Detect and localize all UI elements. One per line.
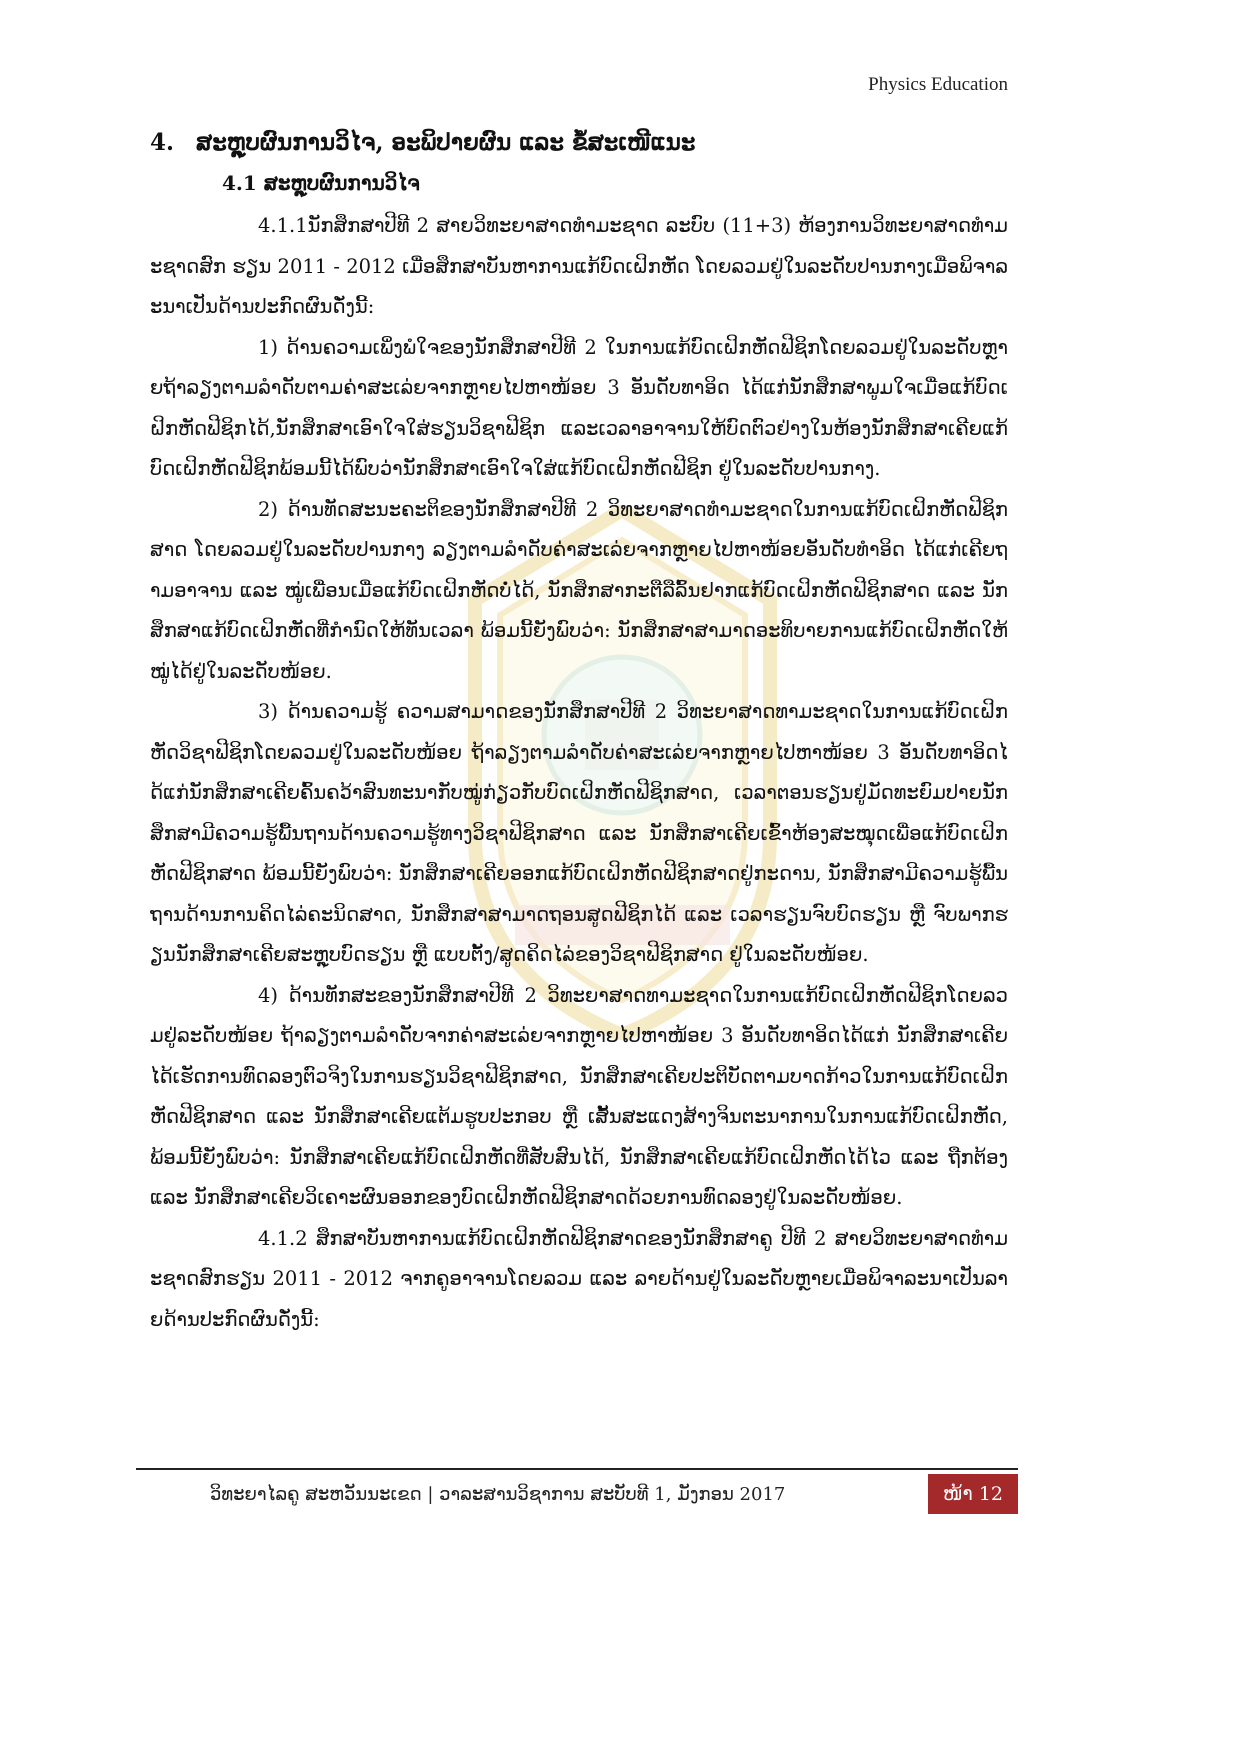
footer-divider	[136, 1468, 1018, 1470]
paragraph-4-1-1: 4.1.1ນັກສຶກສາປີທີ 2 ສາຍວິທະຍາສາດທຳມະຊາດ ລະບົບ (11+3) ຫ້ອງການວິທະຍາສາດທຳມະຊາດສົກ ຮຽນ 2011 - 2012 ເມື່ອສຶກສາບັນຫາການແກ້ບົດເຝິກຫັດ ໂດຍລວມຢູ່ໃນລະດັບປານກາງເມື່ອພິຈາລະນາເປັນດ້ານປະກົດຜົນດັ່ງນີ້:	[150, 214, 1008, 318]
paragraph-item-2: 2) ດ້ານທັດສະນະຄະຕິຂອງນັກສຶກສາປີທີ 2 ວິທະຍາສາດທຳມະຊາດໃນການແກ້ບົດເຝິກຫັດຟີຊິກສາດ ໂດຍລວມຢູ່ໃນລະດັບປານກາງ ລຽງຕາມລຳດັບຄ່າສະເລ່ຍຈາກຫຼາຍໄປຫາໜ້ອຍອັນດັບທຳອິດ ໄດ້ແກ່ເຄີຍຖາມອາຈານ ແລະ ໝູ່ເພື່ອນເມື່ອແກ້ບົດເຝິກຫັດບໍ່ໄດ້, ນັກສຶກສາກະຕືລືລົ້ນຢາກແກ້ບົດເຝິກຫັດຟີຊິກສາດ ແລະ ນັກສຶກສາແກ້ບົດເຝິກຫັດທີ່ກຳນົດໃຫ້ທັນເວລາ ພ້ອມນີ້ຍັງພົບວ່າ: ນັກສຶກສາສາມາດອະທິບາຍການແກ້ບົດເຝິກຫັດໃຫ້ໝູ່ໄດ້ຢູ່ໃນລະດັບໜ້ອຍ.	[150, 497, 1008, 683]
document-body	[150, 122, 1008, 1340]
section-heading	[150, 122, 1008, 164]
section-title: ສະຫຼຸບຜົນການວິໄຈ, ອະພິປາຍຜົນ ແລະ ຂໍ້ສະເໜີແນະ	[196, 129, 696, 156]
subsection-heading: 4.1 ສະຫຼຸບຜົນການວິໄຈ	[222, 171, 420, 195]
running-header: Physics Education	[868, 74, 1008, 95]
paragraph-item-3: 3) ດ້ານຄວາມຮູ້ ຄວາມສາມາດຂອງນັກສຶກສາປີທີ 2 ວິທະຍາສາດທາມະຊາດໃນການແກ້ບົດເຝິກຫັດວິຊາຟີຊິກໂດຍລວມຢູ່ໃນລະດັບໜ້ອຍ ຖ້າລຽງຕາມລຳດັບຄ່າສະເລ່ຍຈາກຫຼາຍໄປຫາໜ້ອຍ 3 ອັນດັບທາອິດໄດ້ແກ່ນັກສຶກສາເຄີຍຄົ້ນຄວ້າສົນທະນາກັບໝູ່ກ່ຽວກັບບົດເຝິກຫັດຟີຊິກສາດ, ເວລາຕອນຮຽນຢູ່ມັດທະຍົມປາຍນັກສຶກສາມີຄວາມຮູ້ພື້ນຖານດ້ານຄວາມຮູ້ທາງວິຊາຟີຊິກສາດ ແລະ ນັກສຶກສາເຄີຍເຂົ້າຫ້ອງສະໝຸດເພື່ອແກ້ບົດເຝິກຫັດຟີຊິກສາດ ພ້ອມນີ້ຍັງພົບວ່າ: ນັກສຶກສາເຄີຍອອກແກ້ບົດເຝິກຫັດຟີຊິກສາດຢູ່ກະດານ, ນັກສຶກສາມີຄວາມຮູ້ພື້ນຖານດ້ານການຄິດໄລ່ຄະນິດສາດ, ນັກສຶກສາສາມາດຖອນສູດຟີຊິກໄດ້ ແລະ ເວລາຮຽນຈົບບົດຮຽນ ຫຼື ຈົບພາກຮຽນນັກສຶກສາເຄີຍສະຫຼຸບບົດຮຽນ ຫຼື ແບບຕັ້ງ/ສູດຄິດໄລ່ຂອງວິຊາຟີຊິກສາດ ຢູ່ໃນລະດັບໜ້ອຍ.	[150, 700, 1008, 966]
paragraph-item-4: 4) ດ້ານທັກສະຂອງນັກສຶກສາປີທີ 2 ວິທະຍາສາດທາມະຊາດໃນການແກ້ບົດເຝິກຫັດຟີຊິກໂດຍລວມຢູ່ລະດັບໜ້ອຍ ຖ້າລຽງຕາມລຳດັບຈາກຄ່າສະເລ່ຍຈາກຫຼາຍໄປຫາໜ້ອຍ 3 ອັນດັບທາອິດໄດ້ແກ່ ນັກສຶກສາເຄີຍໄດ້ເຮັດການທົດລອງຕົວຈິງໃນການຮຽນວິຊາຟີຊິກສາດ, ນັກສຶກສາເຄີຍປະຕິບັດຕາມບາດກ້າວໃນການແກ້ບົດເຝິກຫັດຟີຊິກສາດ ແລະ ນັກສຶກສາເຄີຍແຕ້ມຮູບປະກອບ ຫຼື ເສັ້ນສະແດງສ້າງຈິນຕະນາການໃນການແກ້ບົດເຝິກຫັດ, ພ້ອມນີ້ຍັງພົບວ່າ: ນັກສຶກສາເຄີຍແກ້ບົດເຝິກຫັດທີ່ສັບສົນໄດ້, ນັກສຶກສາເຄີຍແກ້ບົດເຝິກຫັດໄດ້ໄວ ແລະ ຖືກຕ້ອງ ແລະ ນັກສຶກສາເຄີຍວິເຄາະຜົນອອກຂອງບົດເຝິກຫັດຟີຊິກສາດດ້ວຍການທົດລອງຢູ່ໃນລະດັບໜ້ອຍ.	[150, 983, 1008, 1209]
page-number: ໜ້າ 12	[928, 1474, 1018, 1514]
footer-journal: ວິທະຍາໄລຄູ ສະຫວັນນະເຂດ | ວາລະສານວິຊາການ ສະບັບທີ 1, ມັງກອນ 2017	[210, 1484, 786, 1505]
paragraph-item-1: 1) ດ້ານຄວາມເພິ່ງພໍໃຈຂອງນັກສຶກສາປີທີ 2 ໃນການແກ້ບົດເຝິກຫັດຟີຊິກໂດຍລວມຢູ່ໃນລະດັບຫຼາຍຖ້າລຽງຕາມລຳດັບຕາມຄ່າສະເລ່ຍຈາກຫຼາຍໄປຫາໜ້ອຍ 3 ອັນດັບທາອິດ ໄດ້ແກ່ນັກສຶກສາພູມໃຈເມື່ອແກ້ບົດເຝິກຫັດຟີຊິກໄດ້,ນັກສຶກສາເອົາໃຈໃສ່ຮຽນວິຊາຟີຊິກ ແລະເວລາອາຈານໃຫ້ບົດຕົວຢ່າງໃນຫ້ອງນັກສຶກສາເຄີຍແກ້ບົດເຝິກຫັດຟີຊິກພ້ອມນີ້ໄດ້ພົບວ່ານັກສຶກສາເອົາໃຈໃສ່ແກ້ບົດເຝິກຫັດຟີຊິກ ຢູ່ໃນລະດັບປານກາງ.	[150, 335, 1008, 480]
section-number: 4.	[150, 129, 175, 156]
paragraph-4-1-2: 4.1.2 ສຶກສາບັນຫາການແກ້ບົດເຝິກຫັດຟີຊິກສາດຂອງນັກສຶກສາຄູ ປີທີ 2 ສາຍວິທະຍາສາດທຳມະຊາດສົກຮຽນ 2011 - 2012 ຈາກຄູອາຈານໂດຍລວມ ແລະ ລາຍດ້ານຢູ່ໃນລະດັບຫຼາຍເມື່ອພິຈາລະນາເປັນລາຍດ້ານປະກົດຜົນດັ່ງນີ້:	[150, 1226, 1008, 1331]
